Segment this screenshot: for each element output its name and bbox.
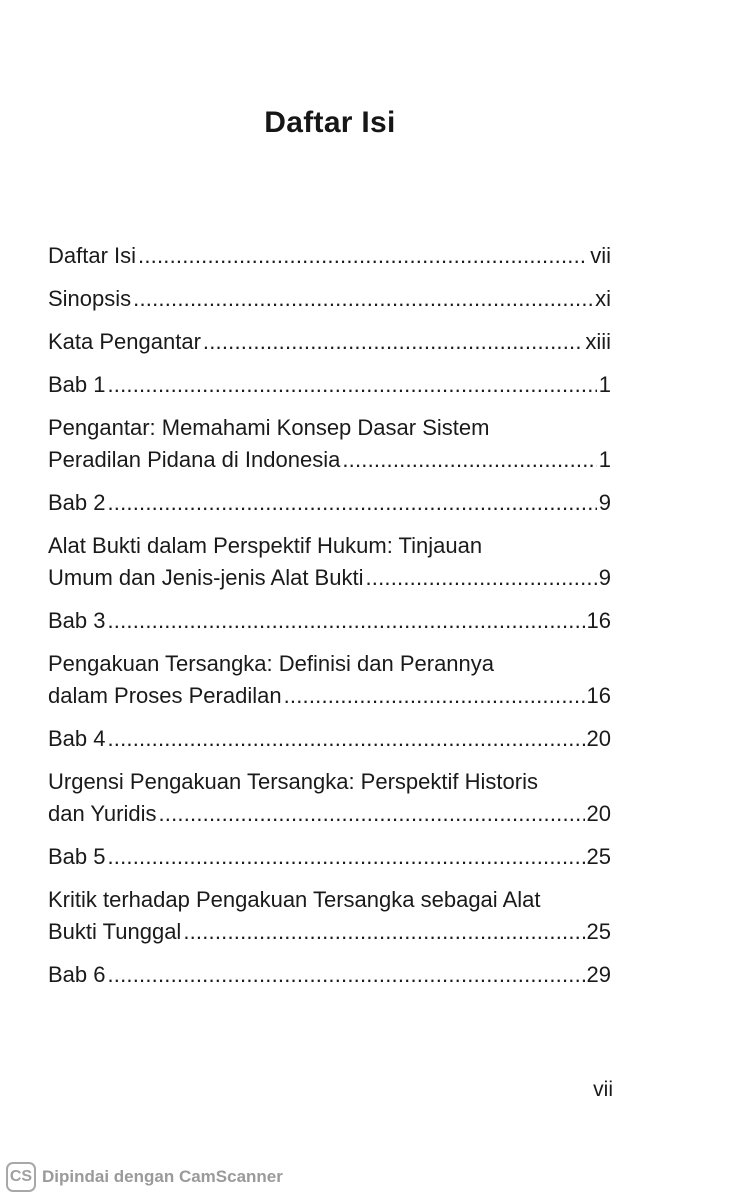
toc-entry [48, 884, 611, 948]
toc-entry-title: Peradilan Pidana di Indonesia [48, 447, 341, 472]
toc-entry-line [48, 959, 611, 991]
toc-entry-line [48, 916, 611, 948]
toc-entry-line [48, 530, 611, 562]
toc-entry-page: 29 [586, 962, 611, 987]
toc-entry-line [48, 412, 611, 444]
toc-entry [48, 648, 611, 712]
toc-entry-line [48, 798, 611, 830]
toc-dot-leader [133, 283, 593, 315]
toc-entry-line [48, 680, 611, 712]
page-number: vii [593, 1078, 613, 1101]
toc-entry [48, 412, 611, 476]
toc-entry-line [48, 562, 611, 594]
toc-entry-page: 16 [586, 683, 611, 708]
toc-dot-leader [108, 487, 597, 519]
toc-dot-leader [108, 605, 585, 637]
toc-entry-page: 25 [586, 844, 611, 869]
toc-entry-line [48, 326, 611, 358]
toc-entry-line [48, 487, 611, 519]
toc-entry [48, 841, 611, 873]
toc-dot-leader [108, 959, 585, 991]
toc-entry-title: Pengantar: Memahami Konsep Dasar Sistem [48, 415, 490, 440]
toc-entry-line [48, 605, 611, 637]
toc-entry-line [48, 369, 611, 401]
toc-entry [48, 487, 611, 519]
toc-entry-line [48, 648, 611, 680]
toc-entry [48, 766, 611, 830]
toc-entry-line [48, 723, 611, 755]
toc-entry-title: dan Yuridis [48, 801, 157, 826]
toc-entry-page: 9 [598, 490, 611, 515]
toc-entry-title: Bab 3 [48, 608, 106, 633]
toc-entry-page: 1 [598, 447, 611, 472]
toc-entry-page: 20 [586, 726, 611, 751]
toc-dot-leader [108, 841, 585, 873]
toc-entry-title: Daftar Isi [48, 243, 137, 268]
toc-entry-title: Alat Bukti dalam Perspektif Hukum: Tinjauan [48, 533, 483, 558]
toc-dot-leader [108, 369, 597, 401]
toc-entry [48, 605, 611, 637]
toc-entry [48, 369, 611, 401]
toc-entry-title: Bab 4 [48, 726, 106, 751]
camscanner-watermark [6, 1162, 283, 1192]
toc-dot-leader [138, 240, 588, 272]
toc-dot-leader [365, 562, 596, 594]
toc-entry-title: Bab 1 [48, 372, 106, 397]
toc-entry-title: Umum dan Jenis-jenis Alat Bukti [48, 565, 364, 590]
toc-entry-page: 1 [598, 372, 611, 397]
toc-entry-page: xi [595, 286, 611, 311]
camscanner-logo-icon: CS [6, 1162, 36, 1192]
toc-dot-leader [284, 680, 585, 712]
toc-entry-title: Sinopsis [48, 286, 132, 311]
toc-entry-line [48, 283, 611, 315]
toc-entry [48, 326, 611, 358]
toc-entry-line [48, 444, 611, 476]
toc-dot-leader [342, 444, 596, 476]
toc-entry-page: 16 [586, 608, 611, 633]
toc-entry-title: Bab 5 [48, 844, 106, 869]
toc-entry [48, 240, 611, 272]
toc-entry-line [48, 884, 611, 916]
toc-entry-title: Kata Pengantar [48, 329, 201, 354]
toc-entry-title: dalam Proses Peradilan [48, 683, 282, 708]
toc-entry-page: 9 [598, 565, 611, 590]
toc-entry-line [48, 240, 611, 272]
toc-entry-title: Bab 6 [48, 962, 106, 987]
toc-entry-title: Pengakuan Tersangka: Definisi dan Perannya [48, 651, 495, 676]
table-of-contents [48, 240, 611, 1002]
toc-entry-title: Bukti Tunggal [48, 919, 182, 944]
toc-entry-page: 25 [586, 919, 611, 944]
toc-entry [48, 723, 611, 755]
toc-dot-leader [203, 326, 583, 358]
toc-entry-line [48, 841, 611, 873]
toc-entry-title: Urgensi Pengakuan Tersangka: Perspektif Historis [48, 769, 538, 794]
toc-entry-title: Bab 2 [48, 490, 106, 515]
toc-dot-leader [108, 723, 585, 755]
toc-entry-page: xiii [585, 329, 611, 354]
toc-entry-title: Kritik terhadap Pengakuan Tersangka sebagai Alat [48, 887, 541, 912]
watermark-text: Dipindai dengan CamScanner [42, 1167, 283, 1186]
toc-entry-line [48, 766, 611, 798]
toc-entry-page: vii [590, 243, 611, 268]
toc-dot-leader [183, 916, 584, 948]
toc-dot-leader [158, 798, 584, 830]
toc-entry [48, 283, 611, 315]
toc-entry [48, 959, 611, 991]
toc-entry-page: 20 [586, 801, 611, 826]
toc-entry [48, 530, 611, 594]
page-title: Daftar Isi [264, 106, 396, 139]
